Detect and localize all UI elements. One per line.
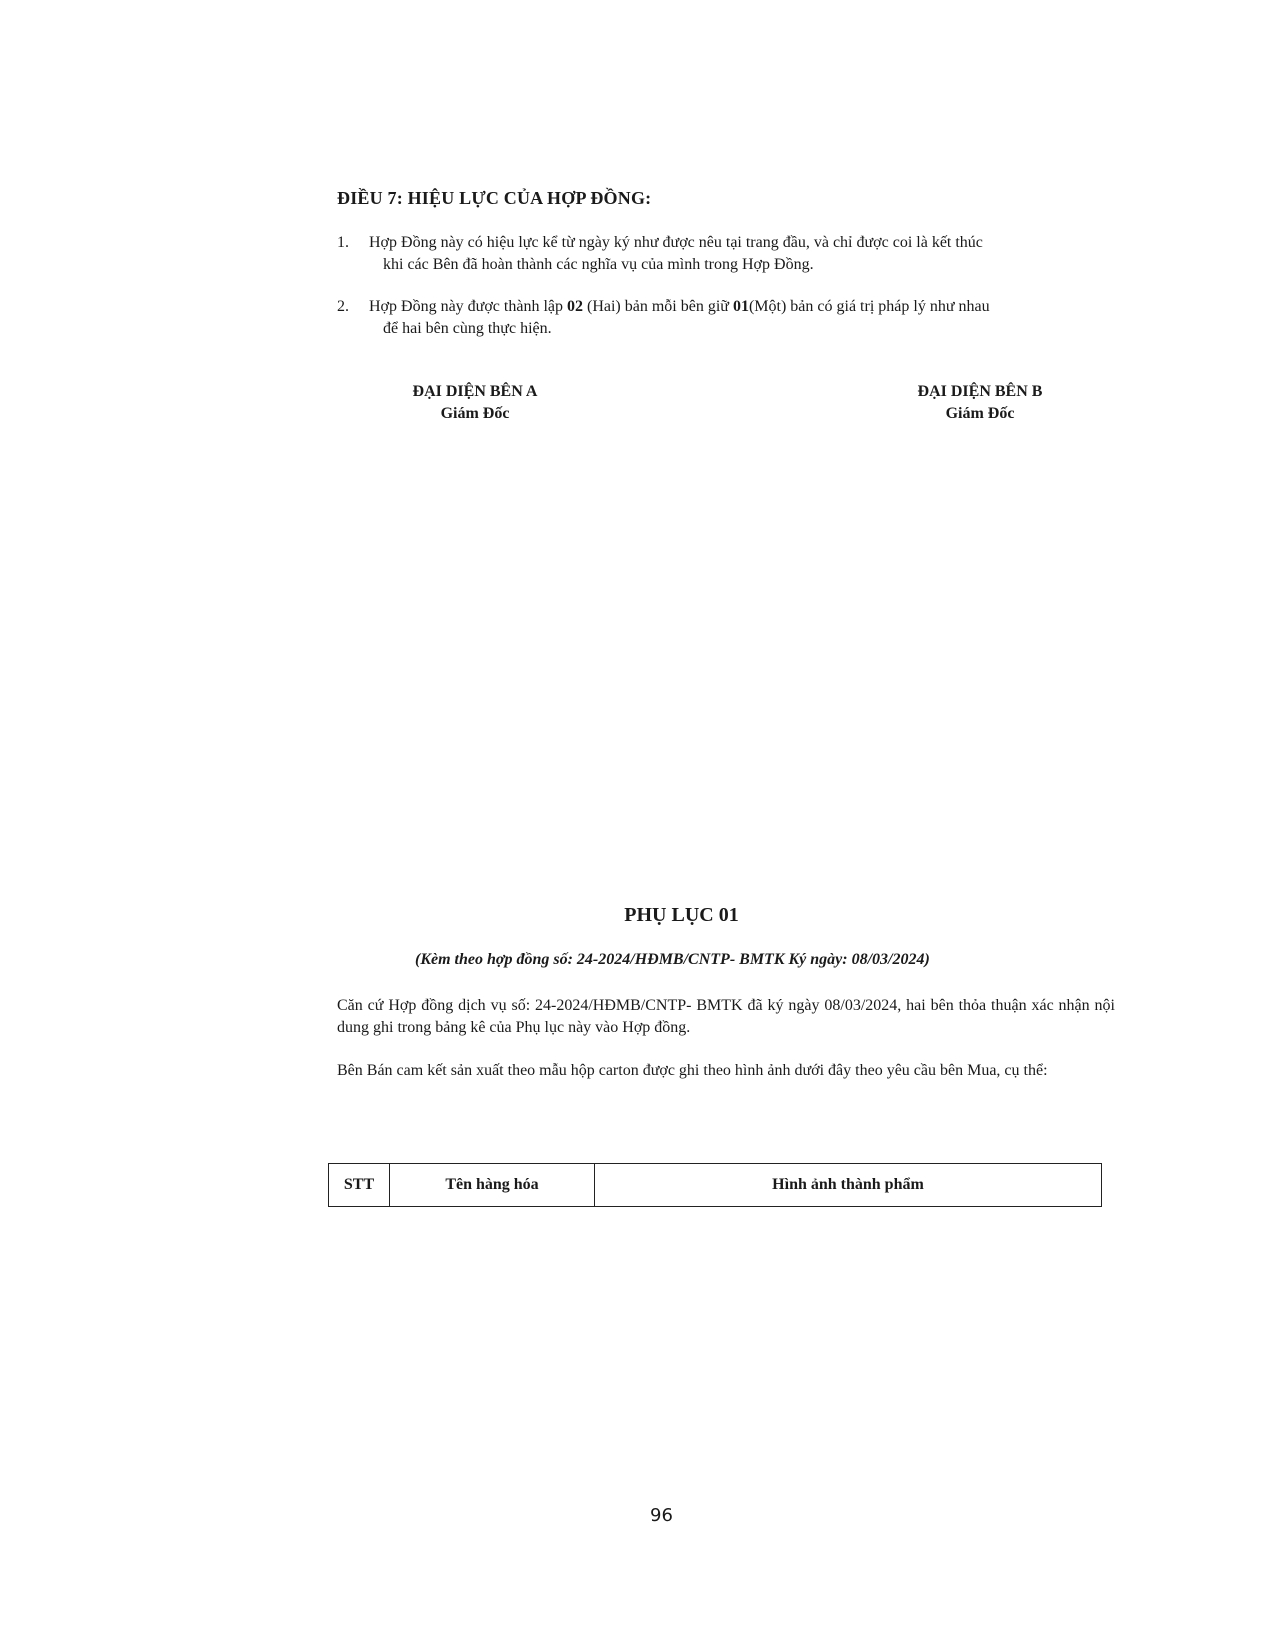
signature-role: Giám Đốc xyxy=(440,405,510,422)
item-text-line2: khi các Bên đã hoàn thành các nghĩa vụ của mình trong Hợp Đồng. xyxy=(383,256,814,273)
article-item-2 xyxy=(337,296,1107,340)
column-header-product-name: Tên hàng hóa xyxy=(390,1164,595,1207)
article-item-1 xyxy=(337,232,1107,276)
appendix-title: PHỤ LỤC 01 xyxy=(624,904,739,926)
product-table xyxy=(328,1163,1102,1207)
signature-block-party-b xyxy=(885,381,1075,425)
signature-title: ĐẠI DIỆN BÊN B xyxy=(917,383,1043,400)
signature-title: ĐẠI DIỆN BÊN A xyxy=(412,383,538,400)
item-text-mid: (Hai) bản mỗi bên giữ xyxy=(583,298,733,315)
item-text-pre: Hợp Đồng này được thành lập xyxy=(369,298,567,315)
item-text-bold-count: 02 xyxy=(567,298,583,315)
item-number: 2. xyxy=(337,298,349,315)
table-header-row xyxy=(329,1164,1102,1207)
item-text-post: (Một) bản có giá trị pháp lý như nhau xyxy=(748,298,990,315)
signature-block-party-a xyxy=(380,381,570,425)
appendix-paragraph: Bên Bán cam kết sản xuất theo mẫu hộp carton được ghi theo hình ảnh dưới đây theo yêu cầu bên Mua, cụ thể: xyxy=(337,1062,1048,1079)
item-text-bold-each: 01 xyxy=(732,298,749,315)
item-text-line2: để hai bên cùng thực hiện. xyxy=(383,320,552,337)
item-number: 1. xyxy=(337,234,349,251)
column-header-product-image: Hình ảnh thành phẩm xyxy=(595,1164,1102,1207)
item-text-line1: Hợp Đồng này có hiệu lực kể từ ngày ký như được nêu tại trang đầu, và chỉ được coi là kết thúc xyxy=(369,234,983,251)
appendix-subtitle: (Kèm theo hợp đồng số: 24-2024/HĐMB/CNTP- BMTK Ký ngày: 08/03/2024) xyxy=(415,951,930,968)
column-header-stt: STT xyxy=(329,1164,390,1207)
signature-role: Giám Đốc xyxy=(945,405,1015,422)
page-number: 96 xyxy=(650,1505,673,1526)
appendix-paragraph: Căn cứ Hợp đồng dịch vụ số: 24-2024/HĐMB/CNTP- BMTK đã ký ngày 08/03/2024, hai bên thỏa thuận xác nhận nội dung ghi trong bảng kê của Phụ lục này vào Hợp đồng. xyxy=(337,997,1115,1036)
article-heading: ĐIỀU 7: HIỆU LỰC CỦA HỢP ĐỒNG: xyxy=(337,188,652,208)
